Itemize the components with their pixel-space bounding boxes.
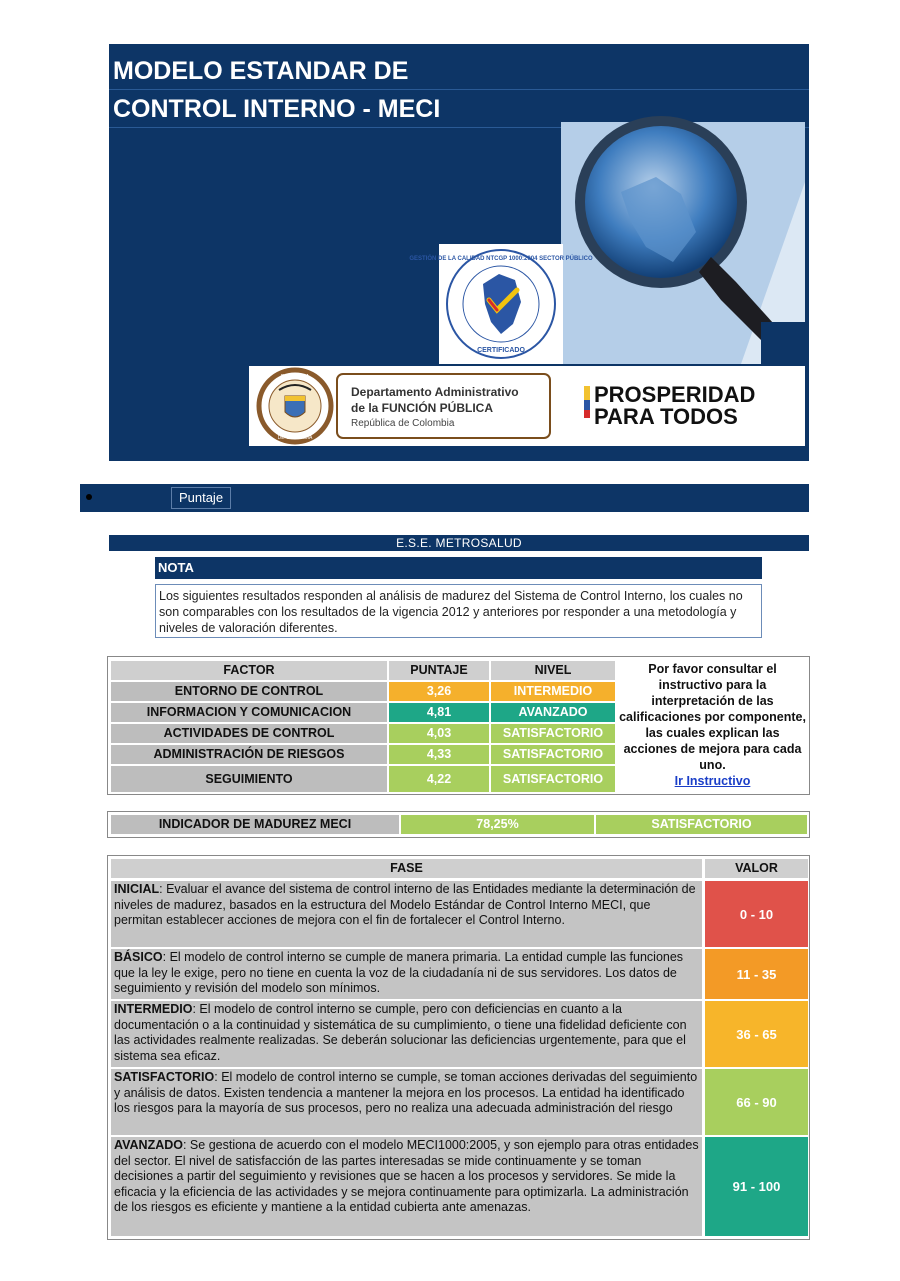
factor-header: FACTOR <box>111 661 387 680</box>
factor-name: ADMINISTRACIÓN DE RIESGOS <box>111 745 387 764</box>
factor-level: SATISFACTORIO <box>491 766 615 792</box>
institution-logos <box>249 366 805 446</box>
dafp-line2: de la FUNCIÓN PÚBLICA <box>351 401 494 415</box>
maturity-indicator <box>107 811 810 838</box>
fase-header: FASE <box>111 859 702 878</box>
phase-name: AVANZADO <box>114 1138 183 1152</box>
phase-name: BÁSICO <box>114 950 163 964</box>
note-body: Los siguientes resultados responden al análisis de madurez del Sistema de Control Interno, los cuales no son comparables con los resultados de la vigencia 2012 y anteriores por responder a una metodología y niveles de valoración diferentes. <box>155 584 762 638</box>
consult-text: Por favor consultar el instructivo para la interpretación de las calificaciones por componente, las cuales explican las acciones de mejora para cada uno. <box>619 662 806 772</box>
consult-instructions <box>617 661 808 791</box>
valor-header: VALOR <box>705 859 808 878</box>
quality-certificate-seal <box>409 244 593 364</box>
flag-stripe-red <box>584 410 590 418</box>
factor-name: SEGUIMIENTO <box>111 766 387 792</box>
indicator-label: INDICADOR DE MADUREZ MECI <box>111 815 399 834</box>
factor-level: INTERMEDIO <box>491 682 615 701</box>
seal-text-top: REPÚBLICA <box>280 374 310 380</box>
seal-text-bottom: DE COLOMBIA <box>277 435 313 441</box>
flag-stripe-yellow <box>584 386 590 400</box>
indicator-level: SATISFACTORIO <box>596 815 807 834</box>
puntaje-header: PUNTAJE <box>389 661 489 680</box>
phase-description: SATISFACTORIO: El modelo de control interno se cumple, se toman acciones derivadas del seguimiento y análisis de datos. Existen tendencia a mantener la mejora en los procesos. La entidad ha identificado los riesgos para la mayoría de sus procesos, pero no realiza una adecuada administración del riesgo <box>111 1069 702 1135</box>
indicator-value: 78,25% <box>401 815 594 834</box>
flag-stripe-blue <box>584 400 590 410</box>
phase-name: SATISFACTORIO <box>114 1070 215 1084</box>
factor-level: SATISFACTORIO <box>491 745 615 764</box>
header-banner <box>109 44 809 461</box>
phase-description: BÁSICO: El modelo de control interno se cumple de manera primaria. La entidad cumple las funciones que la ley le exige, pero no tiene en cuenta la voz de la ciudadanía ni de sus servidores. Los datos de seguimiento y revisión del modelo son mínimos. <box>111 949 702 999</box>
phase-range: 66 - 90 <box>705 1069 808 1135</box>
cert-text-bottom: CERTIFICADO <box>477 347 525 354</box>
factor-score: 3,26 <box>389 682 489 701</box>
phase-description: INTERMEDIO: El modelo de control interno se cumple, pero con deficiencias en cuanto a la documentación o a la continuidad y sistemática de su cumplimiento, o tiene una fidelidad deficiente con las actividades realmente realizadas. Se deberán solucionar las deficiencias urgentemente, para que el sistema sea eficaz. <box>111 1001 702 1067</box>
factor-level: SATISFACTORIO <box>491 724 615 743</box>
factor-name: ENTORNO DE CONTROL <box>111 682 387 701</box>
entity-name: E.S.E. METROSALUD <box>109 535 809 551</box>
factor-level: AVANZADO <box>491 703 615 722</box>
factor-score: 4,22 <box>389 766 489 792</box>
phase-name: INICIAL <box>114 882 160 896</box>
phase-range: 0 - 10 <box>705 881 808 947</box>
dafp-line3: República de Colombia <box>351 418 455 429</box>
phase-description: INICIAL: Evaluar el avance del sistema de control interno de las Entidades mediante la determinación de niveles de madurez, basados en la estructura del Modelo Estándar de Control Interno MECI, que permitan establecer acciones de mejora con el fin de fortalecer el Control Interno. <box>111 881 702 947</box>
phase-name: INTERMEDIO <box>114 1002 193 1016</box>
bullet-icon <box>86 494 92 500</box>
factor-score: 4,33 <box>389 745 489 764</box>
phase-table <box>107 855 810 1240</box>
phase-range: 11 - 35 <box>705 949 808 999</box>
page-title-line2: CONTROL INTERNO - MECI <box>109 90 809 128</box>
factor-name: INFORMACION Y COMUNICACION <box>111 703 387 722</box>
magnifier-image <box>561 122 805 364</box>
cert-text-top: GESTIÓN DE LA CALIDAD NTCGP 1000:2004 SECTOR PÚBLICO <box>409 256 593 262</box>
colombia-seal-icon <box>259 370 331 442</box>
prosperidad-line1: PROSPERIDAD <box>594 382 756 407</box>
factor-score: 4,81 <box>389 703 489 722</box>
factor-score: 4,03 <box>389 724 489 743</box>
dafp-line1: Departamento Administrativo <box>351 385 519 399</box>
phase-description: AVANZADO: Se gestiona de acuerdo con el modelo MECI1000:2005, y son ejemplo para otras entidades del sector. El nivel de satisfacción de las partes interesadas se mide continuamente y se toman decisiones a partir del seguimiento y revisiones que se hacen a los procesos y servidores. Se mide la eficacia y la eficiencia de las actividades y se mejora continuamente para optimizarla. La administración de los riesgos es eficiente y mantiene a la entidad cubierta ante amenazas. <box>111 1137 702 1236</box>
page-title-line1: MODELO ESTANDAR DE <box>109 52 809 90</box>
nivel-header: NIVEL <box>491 661 615 680</box>
instructivo-link[interactable]: Ir Instructivo <box>674 774 751 788</box>
prosperidad-line2: PARA TODOS <box>594 404 738 429</box>
phase-range: 36 - 65 <box>705 1001 808 1067</box>
factor-name: ACTIVIDADES DE CONTROL <box>111 724 387 743</box>
tab-puntaje[interactable]: Puntaje <box>171 487 231 509</box>
note-heading: NOTA <box>155 557 762 579</box>
phase-range: 91 - 100 <box>705 1137 808 1236</box>
factor-table <box>107 656 810 795</box>
